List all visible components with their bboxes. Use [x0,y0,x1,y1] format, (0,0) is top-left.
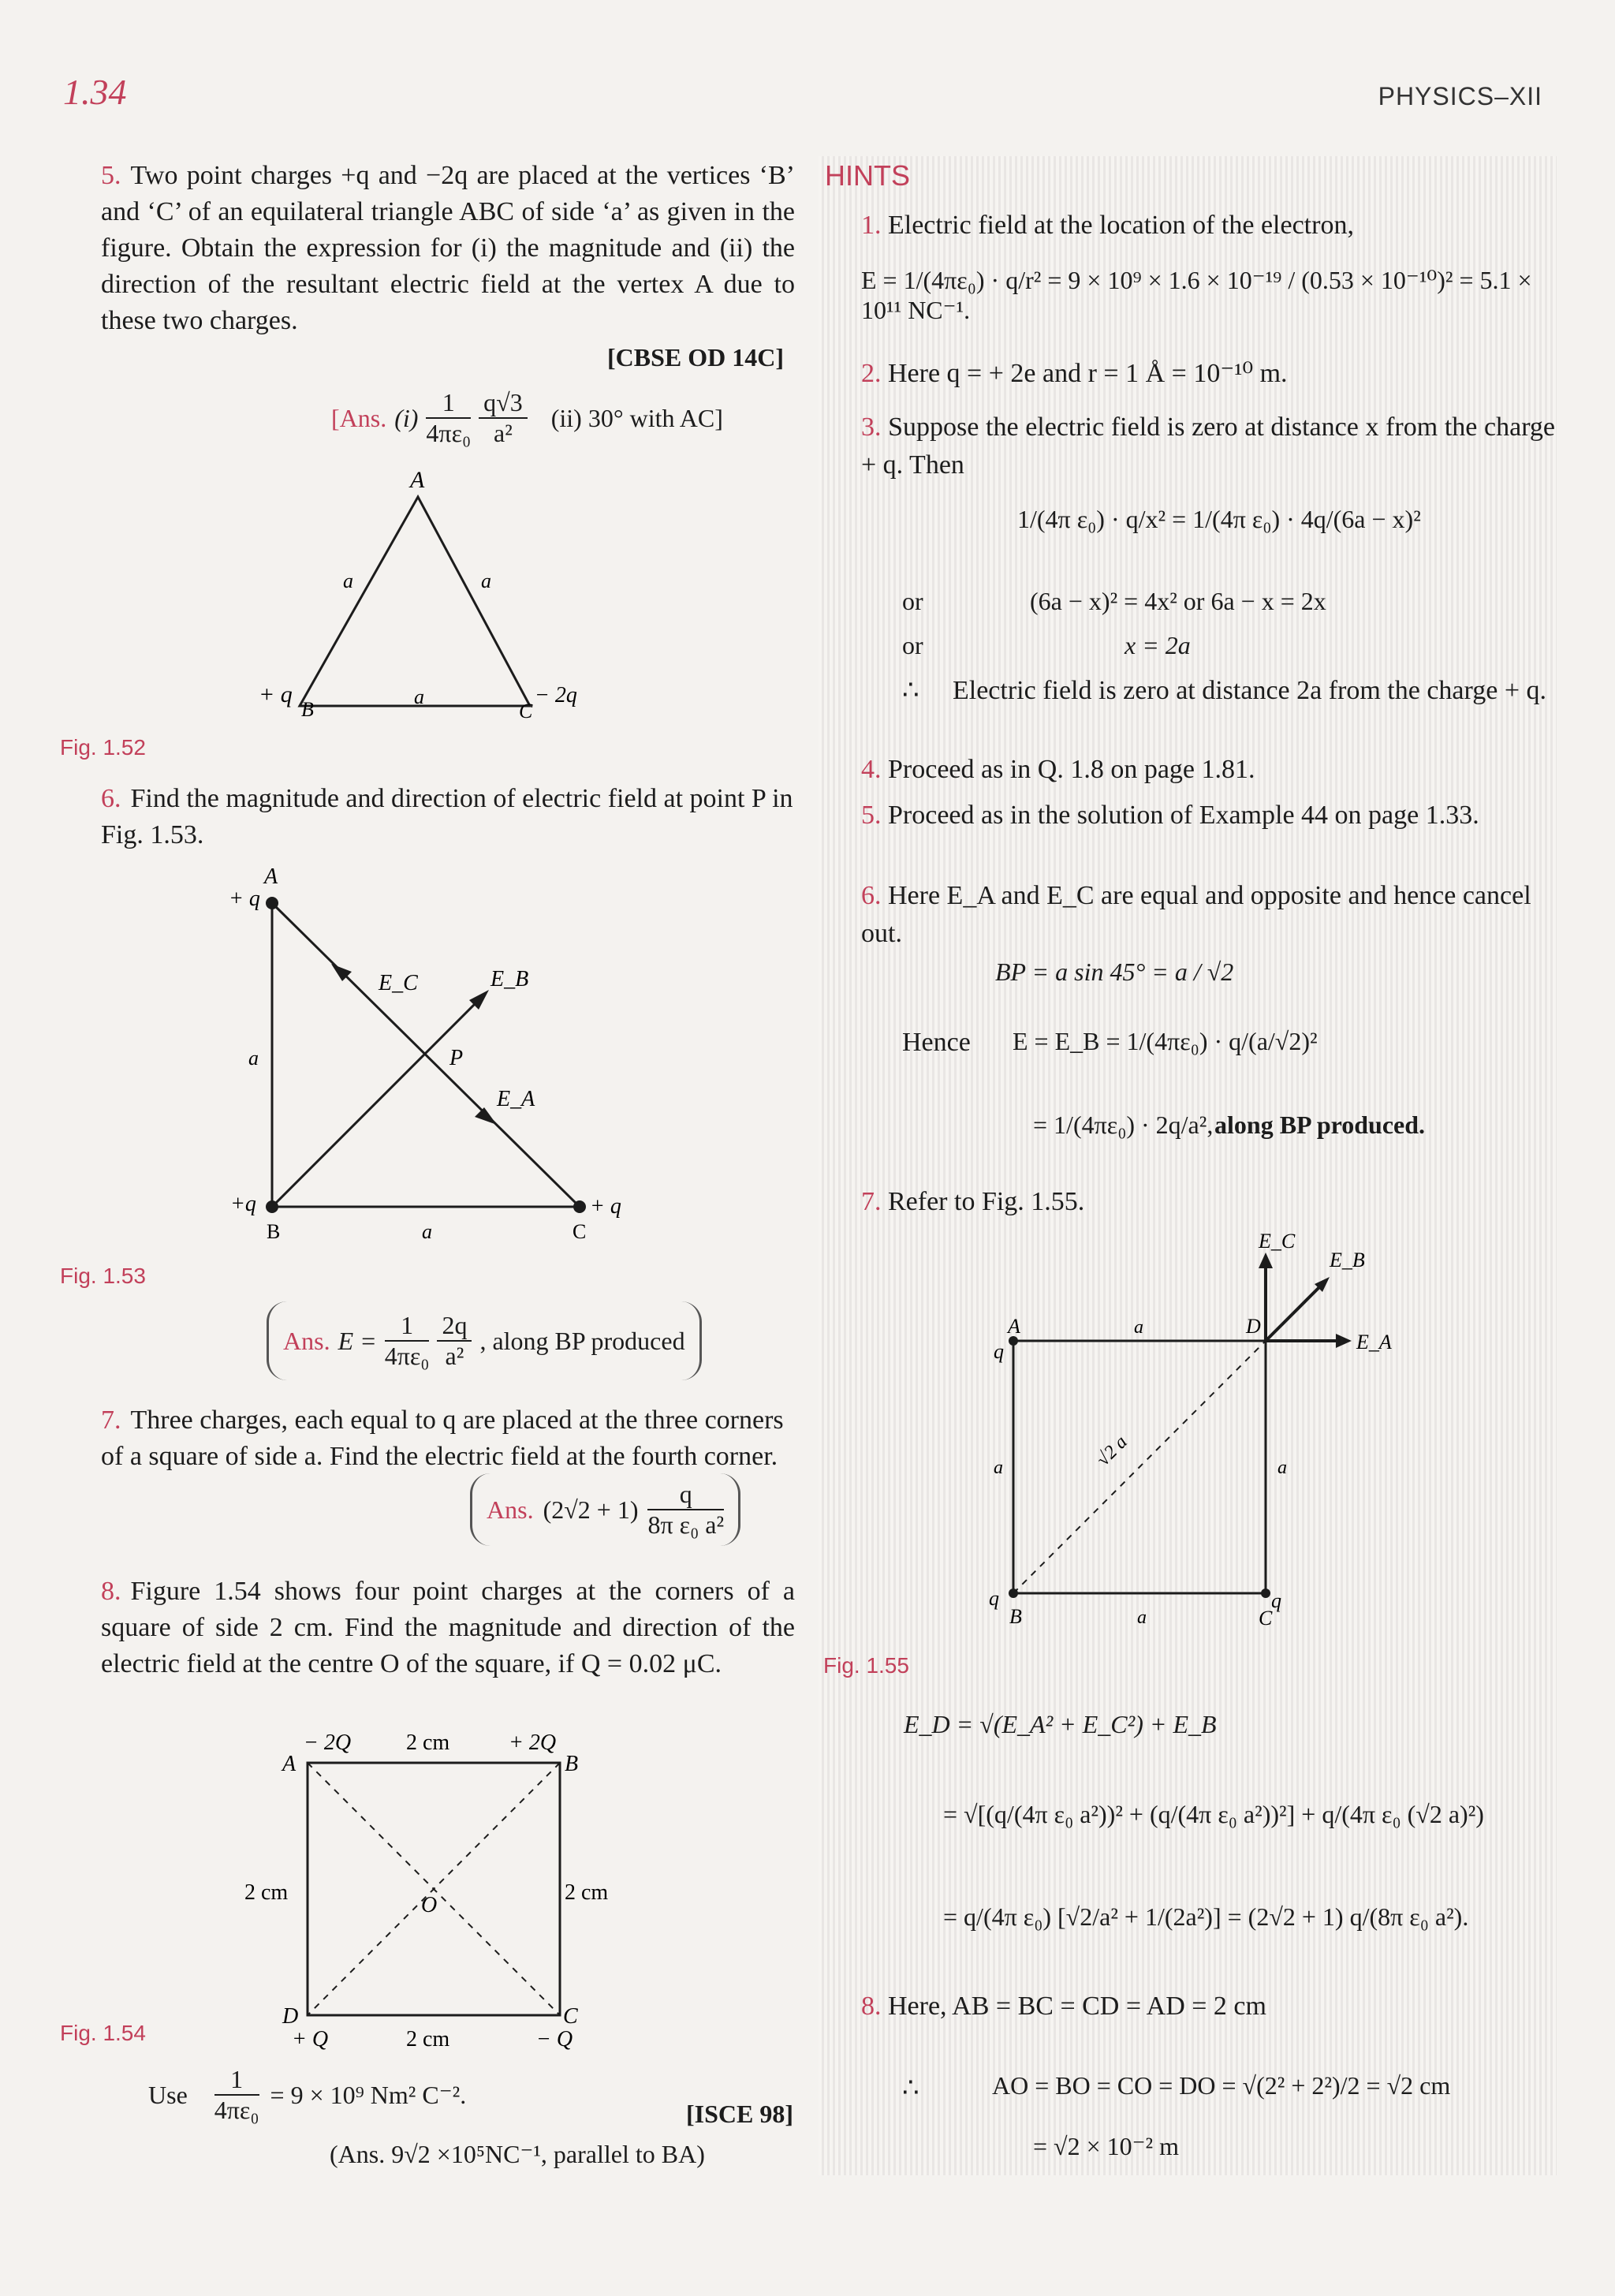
charge-c-label: + q [590,1194,621,1219]
answer-7 [470,1473,740,1546]
figure-caption: Fig. 1.53 [60,1264,146,1288]
charge-b-dot [266,1200,278,1213]
side-label: 2 cm [406,2027,450,2051]
side-label: a [994,1458,1003,1478]
answer-e: E = [338,1326,377,1355]
figure-caption: Fig. 1.55 [823,1653,909,1678]
hint-1-equation: E = 1/(4πε₀) · q/r² = 9 × 10⁹ × 1.6 × 10⁻¹⁹ / (0.53 × 10⁻¹⁰)² = 5.1 × 10¹¹ NC⁻¹. [861,266,1532,324]
ec-label: E_C [1259,1230,1296,1253]
vertex-b-label: B [565,1752,579,1776]
source-tag: [CBSE OD 14C] [607,343,785,371]
hint-3-eq2: (6a − x)² = 4x² or 6a − x = 2x [1030,587,1326,615]
answer-part-ii: (ii) 30° with AC] [550,403,723,432]
use-label: Use [148,2080,188,2109]
arrow-ea [475,1107,497,1125]
vector-eb [1266,1283,1323,1341]
charge-b-label: + q [259,681,293,707]
hint-7 [861,1183,1555,1221]
arrow-ec [1259,1253,1273,1268]
side-label: 2 cm [406,1730,450,1755]
hint-1 [861,207,1555,245]
hints-title: HINTS [825,159,910,192]
charge-a-label: + q [229,887,260,911]
hint-number: 1. [861,211,882,240]
frac-num: 2q [437,1311,472,1342]
charge-label: q [994,1340,1004,1363]
answer-tail: , along BP produced [479,1326,685,1355]
hint-3-eq1: 1/(4π ε₀) · q/x² = 1/(4π ε₀) · 4q/(6a − x)² [1017,505,1421,533]
answer-6 [267,1301,702,1380]
ea-label: E_A [497,1087,535,1111]
answer-label: [Ans. [331,403,387,432]
hint-number: 3. [861,413,882,442]
therefore-symbol: ∴ [902,676,919,705]
hint-5 [861,797,1555,834]
hint-text: Suppose the electric field is zero at distance x from the charge + q. Then [861,413,1555,480]
page-number: 1.34 [63,72,127,112]
hint-text: Refer to Fig. 1.55. [888,1187,1085,1216]
triangle [300,497,530,706]
side-label: a [1137,1607,1147,1628]
question-6 [101,781,795,853]
hint-6-eq1: BP = a sin 45° = a / √2 [995,958,1234,986]
figure-1-53 [213,860,655,1254]
answer-5 [331,388,723,448]
side-label: a [343,569,353,592]
frac-den: 8π ε₀ a² [647,1510,725,1539]
vertex-a-label: A [264,864,278,889]
hint-number: 2. [861,359,882,388]
hint-6-eq2: E = E_B = 1/(4πε₀) · q/(a/√2)² [1013,1027,1318,1055]
figure-caption: Fig. 1.52 [60,735,146,760]
eb-label: E_B [1330,1249,1365,1271]
side-label: a [422,1220,432,1243]
hint-3-or: or [902,631,923,659]
charge-label: q [1271,1589,1281,1612]
hint-number: 8. [861,1992,882,2021]
charge-b-label: + 2Q [509,1730,557,1755]
use-constant [148,2065,466,2125]
side-label: a [1277,1458,1287,1478]
hint-8 [861,1988,1555,2025]
hint-4 [861,751,1555,789]
frac-num: 1 [214,2065,259,2096]
hint-number: 6. [861,881,882,910]
arrow-ea [1336,1334,1352,1348]
hint-2 [861,355,1555,393]
side-label: 2 cm [565,1880,609,1905]
hint-7-eq3: = q/(4π ε₀) [√2/a² + 1/(2a²)] = (2√2 + 1) q/(8π ε₀ a²). [943,1902,1469,1931]
hint-number: 4. [861,755,882,784]
hint-number: 7. [861,1187,882,1216]
point-p-label: P [449,1046,464,1070]
figure-1-54 [229,1727,639,2059]
hint-text: Here E_A and E_C are equal and opposite and hence cancel out. [861,881,1531,948]
use-value: = 9 × 10⁹ Nm² C⁻². [270,2081,467,2109]
running-title: PHYSICS–XII [1378,82,1542,110]
answer-lead: (2√2 + 1) [543,1495,639,1524]
vertex-b-label: B [1009,1605,1022,1628]
answer-label: Ans. [487,1495,534,1524]
vertex-a-label: A [282,1752,297,1776]
hint-6-bold: along BP produced. [1214,1111,1426,1139]
vertex-d-label: D [282,2004,299,2029]
frac-den: 4πε₀ [426,419,472,447]
hint-7-eq1: E_D = √(E_A² + E_C²) + E_B [904,1710,1217,1738]
question-text: Three charges, each equal to q are placed at the three corners of a square of side a. Find the electric field at the fourth corner. [101,1406,784,1471]
vertex-d-label: D [1246,1315,1261,1338]
question-text: Find the magnitude and direction of electric field at point P in Fig. 1.53. [101,784,793,849]
charge-b-label: +q [230,1192,256,1216]
figure-1-55 [970,1230,1427,1641]
answer-part-i: (i) [394,403,419,432]
centre-o-label: O [421,1893,438,1917]
hint-3 [861,409,1555,484]
vertex-a-label: A [1008,1315,1020,1338]
side-label: a [414,685,424,708]
line-bp [272,998,481,1207]
vertex-b-label: B [301,698,314,721]
frac-num: q [647,1480,724,1510]
vertex-c-label: C [1259,1607,1273,1630]
vertex-b-label: B [267,1220,281,1243]
question-7 [101,1402,795,1475]
question-8 [101,1574,795,1682]
frac-num: 1 [426,388,471,419]
side-label: a [248,1047,259,1070]
charge-a-dot [266,897,278,909]
figure-caption: Fig. 1.54 [60,2021,146,2045]
hint-3-eq3: x = 2a [1125,631,1191,659]
therefore-symbol: ∴ [902,2074,919,2103]
question-text: Figure 1.54 shows four point charges at the corners of a square of side 2 cm. Find the magnitude and direction of the electric field at the centre O of the square, if Q = 0.02 μC. [101,1577,795,1678]
side-label: a [481,569,491,592]
answer-label: Ans. [283,1326,330,1355]
question-number: 5. [101,161,121,190]
frac-den: 4πε₀ [214,2096,259,2124]
hint-text: Here, AB = BC = CD = AD = 2 cm [888,1992,1266,2021]
charge-d-label: + Q [292,2027,329,2051]
hint-text: Here q = + 2e and r = 1 Å = 10⁻¹⁰ m. [888,359,1288,388]
hint-text: Proceed as in Q. 1.8 on page 1.81. [888,755,1255,784]
frac-den: a² [445,1342,464,1370]
hint-3-or: or [902,587,923,615]
side-label: 2 cm [244,1880,289,1905]
frac-den: a² [494,419,513,447]
question-5 [101,158,795,339]
vertex-c-label: C [563,2004,578,2029]
eb-label: E_B [490,967,529,991]
hint-3-conclusion: Electric field is zero at distance 2a from the charge + q. [953,676,1546,705]
frac-num: 1 [385,1311,430,1342]
answer-8: (Ans. 9√2 ×10⁵NC⁻¹, parallel to BA) [330,2140,705,2168]
charge-label: q [989,1587,999,1610]
diagonal-label: √2 a [1092,1432,1132,1471]
charge-b-dot [1009,1589,1018,1598]
vertex-c-label: C [573,1220,587,1243]
figure-1-52 [252,465,599,726]
question-number: 8. [101,1577,121,1606]
hint-7-eq2: = √[(q/(4π ε₀ a²))² + (q/(4π ε₀ a²))²] + q/(4π ε₀ (√2 a)²) [943,1800,1484,1828]
diagonal-bd [1013,1341,1266,1593]
hint-8-eq1: AO = BO = CO = DO = √(2² + 2²)/2 = √2 cm [992,2071,1451,2100]
source-tag: [ISCE 98] [686,2100,794,2128]
side-label: a [1134,1317,1143,1338]
hint-8-eq2: = √2 × 10⁻² m [1033,2132,1180,2160]
question-text: Two point charges +q and −2q are placed at the vertices ‘B’ and ‘C’ of an equilateral triangle ABC of side ‘a’ as given in the figure. Obtain the expression for (i) the magnitude and (ii) the direction of the resultant electric field at the vertex A due to these two charges. [101,161,795,335]
ec-label: E_C [379,971,418,995]
charge-c-label: − 2q [535,683,577,707]
frac-num: q√3 [479,388,528,419]
hint-6-eq3: = 1/(4πε₀) · 2q/a², [1033,1111,1214,1139]
hint-6 [861,877,1555,953]
vertex-a-label: A [410,467,425,493]
vertex-c-label: C [519,700,533,722]
charge-a-label: − 2Q [304,1730,352,1755]
charge-c-dot [573,1200,586,1213]
question-number: 6. [101,784,121,813]
hint-text: Proceed as in the solution of Example 44 on page 1.33. [888,801,1479,830]
ea-label: E_A [1356,1331,1392,1353]
frac-den: 4πε₀ [384,1342,430,1370]
hint-6-hence: Hence [902,1028,971,1057]
charge-c-label: − Q [536,2027,573,2051]
hint-number: 5. [861,801,882,830]
question-number: 7. [101,1406,121,1435]
hint-text: Electric field at the location of the electron, [888,211,1354,240]
charge-c-dot [1261,1589,1270,1598]
